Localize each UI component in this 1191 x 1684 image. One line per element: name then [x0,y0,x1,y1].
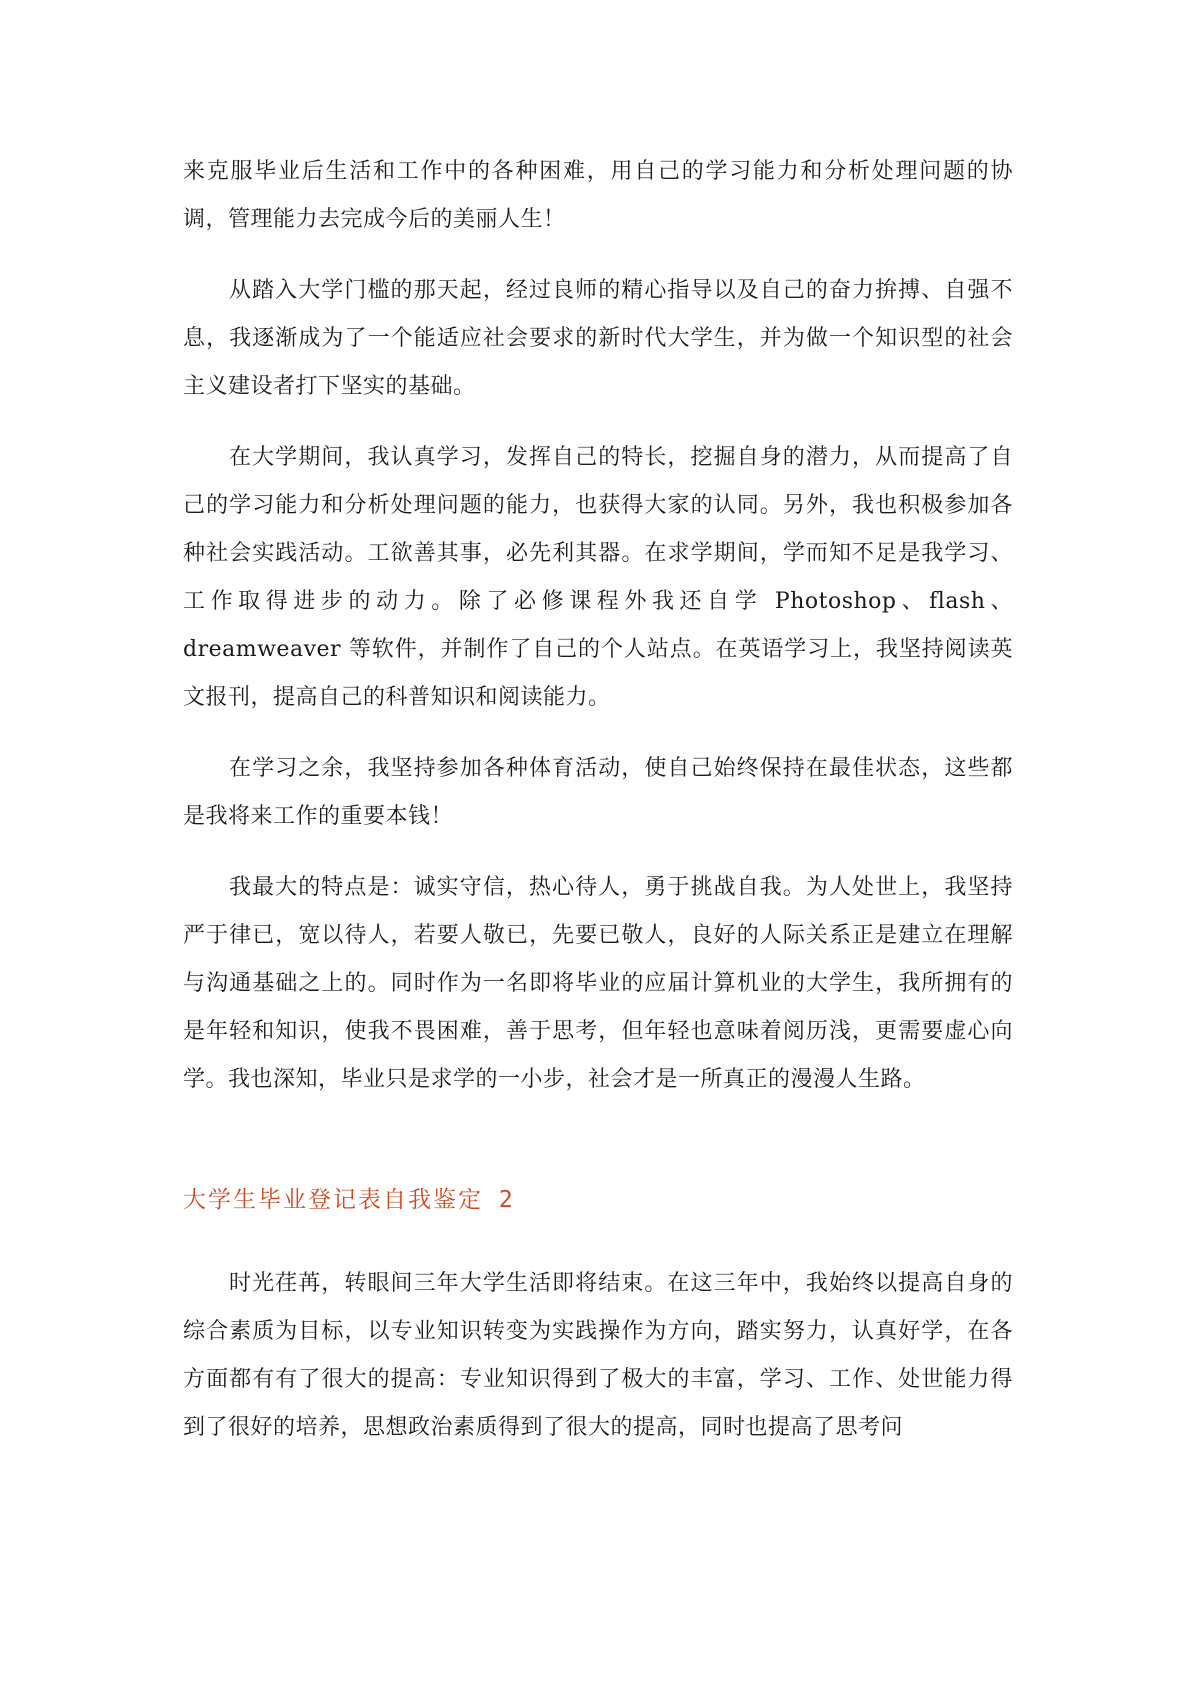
document-body [183,148,1013,1452]
paragraph-university-start: 从踏入大学门槛的那天起，经过良师的精心指导以及自己的奋力拚搏、自强不息，我逐渐成为了一个能适应社会要求的新时代大学生，并为做一个知识型的社会主义建设者打下坚实的基础。 [183,278,1013,399]
paragraph-personal-traits: 我最大的特点是：诚实守信，热心待人，勇于挑战自我。为人处世上，我坚持严于律已，宽以待人，若要人敬已，先要已敬人，良好的人际关系正是建立在理解与沟通基础之上的。同时作为一名即将毕业的应届计算机业的大学生，我所拥有的是年轻和知识，使我不畏困难，善于思考，但年轻也意味着阅历浅，更需要虚心向学。我也深知，毕业只是求学的一小步，社会才是一所真正的漫漫人生路。 [183,875,1013,1092]
paragraph-continuation: 来克服毕业后生活和工作中的各种困难，用自己的学习能力和分析处理问题的协调，管理能力去完成今后的美丽人生！ [183,159,1013,232]
paragraph-sports: 在学习之余，我坚持参加各种体育活动，使自己始终保持在最佳状态，这些都是我将来工作的重要本钱！ [183,756,1013,829]
paragraph-three-years: 时光荏苒，转眼间三年大学生活即将结束。在这三年中，我始终以提高自身的综合素质为目标，以专业知识转变为实践操作为方向，踏实努力，认真好学，在各方面都有有了很大的提高：专业知识得到了极大的丰富，学习、工作、处世能力得到了很好的培养，思想政治素质得到了很大的提高，同时也提高了思考问 [183,1271,1013,1440]
paragraph-study-period: 在大学期间，我认真学习，发挥自己的特长，挖掘自身的潜力，从而提高了自己的学习能力和分析处理问题的能力，也获得大家的认同。另外，我也积极参加各种社会实践活动。工欲善其事，必先利其器。在求学期间，学而知不足是我学习、工作取得进步的动力。除了必修课程外我还自学 Photoshop、flash、dreamweaver 等软件，并制作了自己的个人站点。在英语学习上，我坚持阅读英文报刊，提高自己的科普知识和阅读能力。 [183,445,1013,710]
section-heading: 大学生毕业登记表自我鉴定 2 [183,1187,515,1213]
